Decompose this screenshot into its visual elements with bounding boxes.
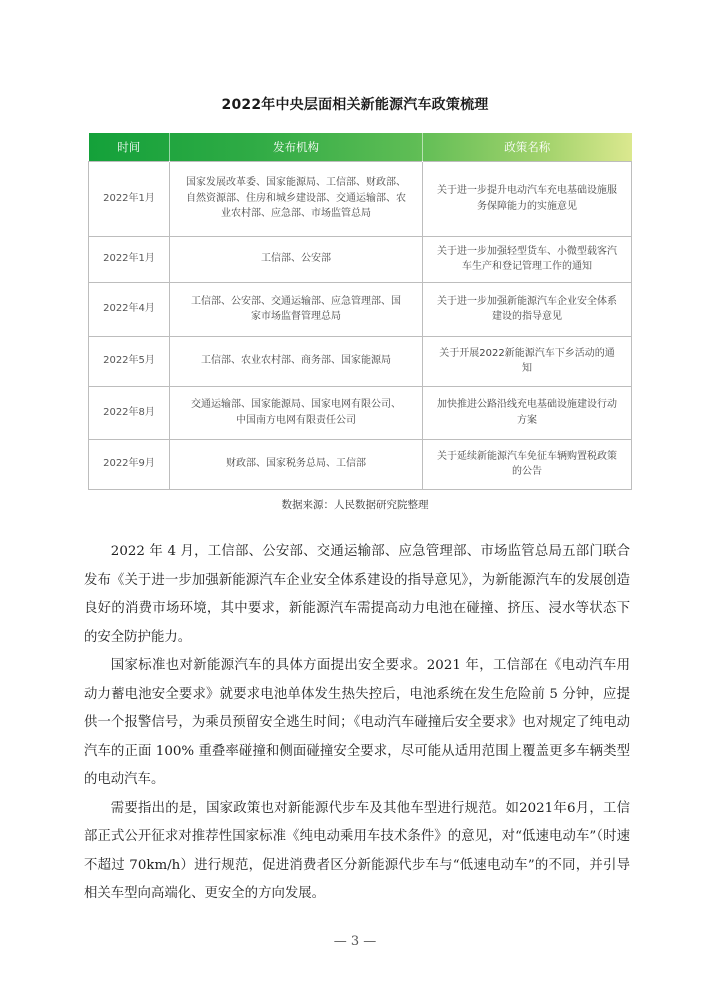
policy-table [88,133,632,490]
table-row [89,336,632,386]
row-policy: 加快推进公路沿线充电基础设施建设行动方案 [423,386,632,439]
row-policy: 关于进一步提升电动汽车充电基础设施服务保障能力的实施意见 [423,161,632,236]
paragraph: 需要指出的是，国家政策也对新能源代步车及其他车型进行规范。如2021年6月，工信部正式公开征求对推荐性国家标准《纯电动乘用车技术条件》的意见，对“低速电动车”（时速不超过 70km/h）进行规范，促进消费者区分新能源代步车与“低速电动车”的不同，并引导相关车型向高端化、更安全的方向发展。 [84,800,630,901]
row-policy: 关于开展2022新能源汽车下乡活动的通知 [423,336,632,386]
table-header-row [89,133,632,161]
row-agency: 工信部、公安部 [170,236,423,282]
row-agency: 工信部、农业农村部、商务部、国家能源局 [170,336,423,386]
row-date: 2022年9月 [89,439,170,489]
row-policy: 关于进一步加强轻型货车、小微型载客汽车生产和登记管理工作的通知 [423,236,632,282]
data-source-note: 数据来源：人民数据研究院整理 [281,499,429,511]
row-date: 2022年4月 [89,282,170,336]
table-row [89,386,632,439]
table-row [89,236,632,282]
row-policy: 关于进一步加强新能源汽车企业安全体系建设的指导意见 [423,282,632,336]
body-text [84,538,630,909]
row-agency: 工信部、公安部、交通运输部、应急管理部、国家市场监督管理总局 [170,282,423,336]
table-row [89,161,632,236]
row-date: 2022年5月 [89,336,170,386]
row-date: 2022年1月 [89,161,170,236]
table-title: 2022年中央层面相关新能源汽车政策梳理 [221,97,489,113]
column-header-time: 时间 [89,133,170,161]
table-row [89,282,632,336]
paragraph: 国家标准也对新能源汽车的具体方面提出安全要求。2021 年，工信部在《电动汽车用动力蓄电池安全要求》就要求电池单体发生热失控后，电池系统在发生危险前 5 分钟，应提供一个报警信号，为乘员预留安全逃生时间；《电动汽车碰撞后安全要求》也对规定了纯电动汽车的正面 100% 重叠率碰撞和侧面碰撞安全要求，尽可能从适用范围上覆盖更多车辆类型的电动汽车。 [84,658,630,787]
row-policy: 关于延续新能源汽车免征车辆购置税政策的公告 [423,439,632,489]
row-date: 2022年1月 [89,236,170,282]
row-agency: 国家发展改革委、国家能源局、工信部、财政部、自然资源部、住房和城乡建设部、交通运输部、农业农村部、应急部、市场监管总局 [170,161,423,236]
page-number: — 3 — [333,934,377,949]
column-header-policy: 政策名称 [504,139,551,154]
paragraph: 2022 年 4 月，工信部、公安部、交通运输部、应急管理部、市场监管总局五部门联合发布《关于进一步加强新能源汽车企业安全体系建设的指导意见》，为新能源汽车的发展创造良好的消费市场环境，其中要求，新能源汽车需提高动力电池在碰撞、挤压、浸水等状态下的安全防护能力。 [84,544,630,645]
table-row [89,439,632,489]
row-agency: 财政部、国家税务总局、工信部 [170,439,423,489]
row-agency: 交通运输部、国家能源局、国家电网有限公司、中国南方电网有限责任公司 [170,386,423,439]
column-header-agency: 发布机构 [170,133,423,161]
row-date: 2022年8月 [89,386,170,439]
